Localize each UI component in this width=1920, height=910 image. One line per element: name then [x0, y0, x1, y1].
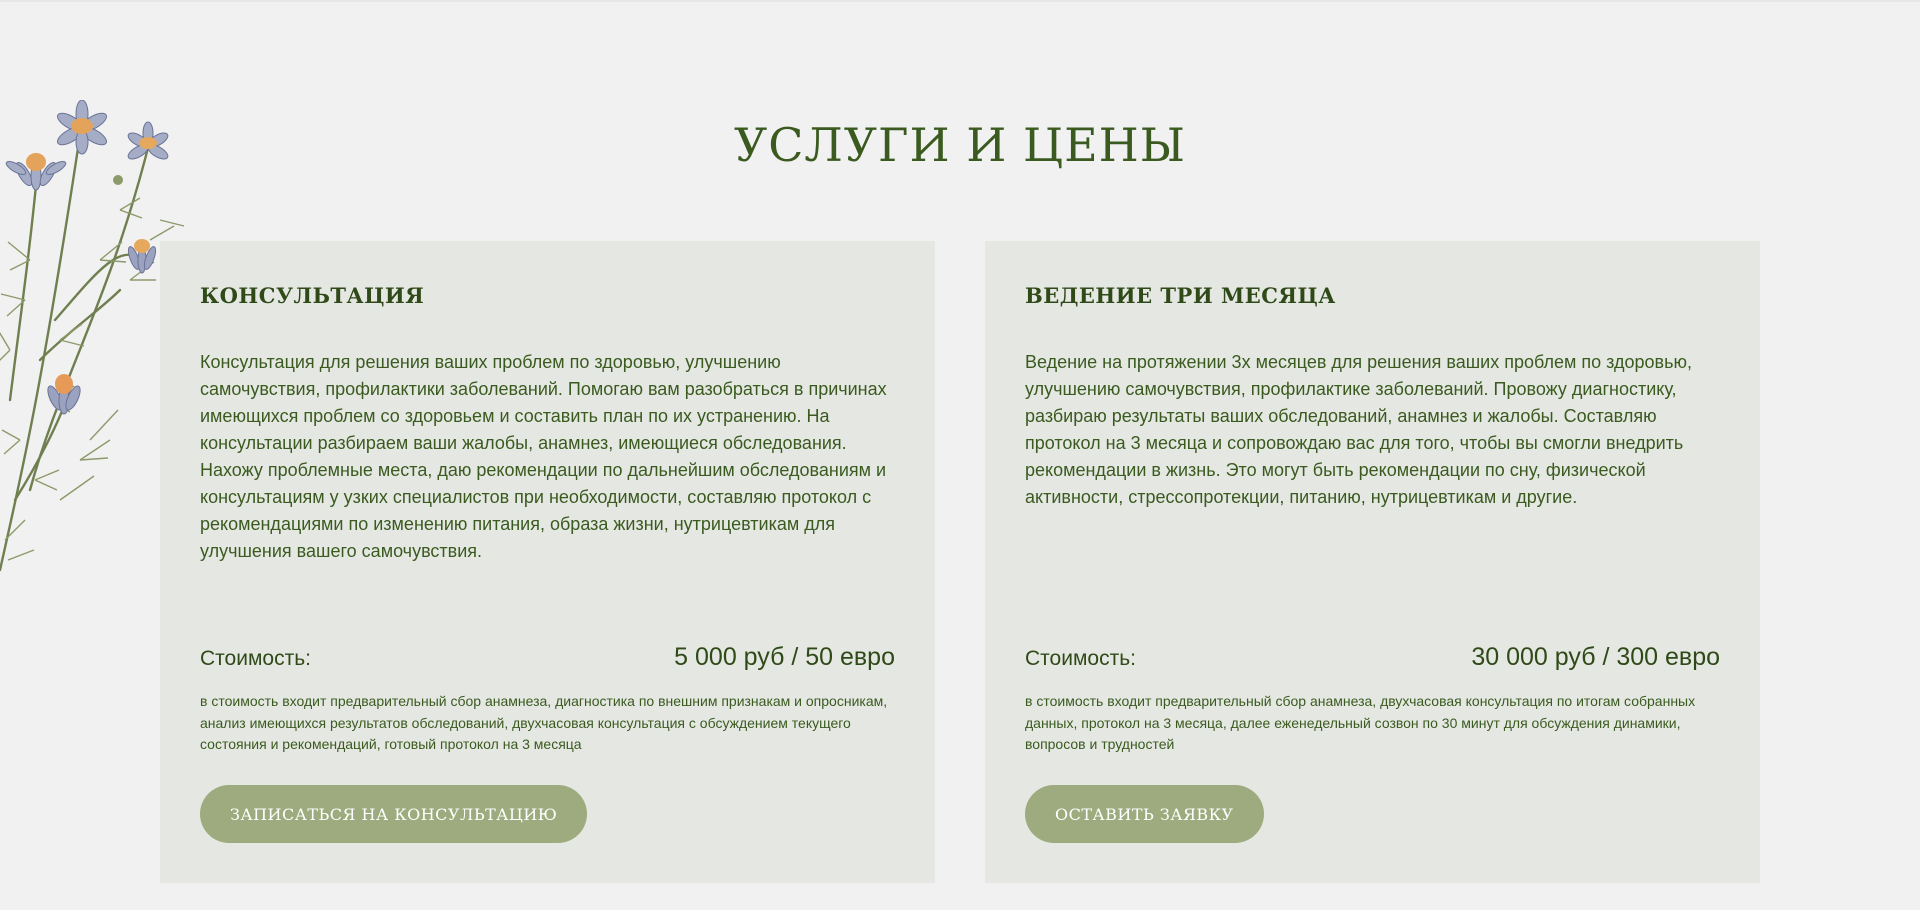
service-card-consultation — [160, 241, 935, 883]
card-title: КОНСУЛЬТАЦИЯ — [200, 283, 425, 308]
card-description: Ведение на протяжении 3х месяцев для решения ваших проблем по здоровью, улучшению самочувствия, профилактике заболеваний. Провожу диагностику, разбираю результаты ваших обследований, анамнез и жалобы. Составляю протокол на 3 месяца и сопровождаю вас для того, чтобы вы смогли внедрить рекомендации в жизнь. Это могут быть рекомендации по сну, физической активности, стрессопротекции, питанию, нутрицевтикам и другие. — [1025, 352, 1692, 507]
card-description: Консультация для решения ваших проблем по здоровью, улучшению самочувствия, профилактики заболеваний. Помогаю вам разобраться в причинах имеющихся проблем со здоровьем и составить план по их устранению. На консультации разбираем ваши жалобы, анамнез, имеющиеся обследования. Нахожу проблемные места, даю рекомендации по дальнейшим обследованиям и консультациям у узких специалистов при необходимости, составляю протокол с рекомендациями по изменению питания, образа жизни, нутрицевтикам для улучшения вашего самочувствия. — [200, 352, 887, 561]
price-value: 5 000 руб / 50 евро — [674, 643, 895, 671]
section-title: УСЛУГИ И ЦЕНЫ — [733, 118, 1187, 172]
price-value: 30 000 руб / 300 евро — [1471, 643, 1720, 671]
card-title: ВЕДЕНИЕ ТРИ МЕСЯЦА — [1025, 283, 1336, 308]
price-note: в стоимость входит предварительный сбор анамнеза, диагностика по внешним признакам и опросникам, анализ имеющихся результатов обследований, двухчасовая консультация с обсуждением текущего состояния и рекомендаций, готовый протокол на 3 месяца — [200, 693, 888, 752]
price-row — [1025, 643, 1720, 679]
top-divider — [0, 0, 1920, 2]
book-consultation-button[interactable]: ЗАПИСАТЬСЯ НА КОНСУЛЬТАЦИЮ — [200, 785, 587, 843]
price-row — [200, 643, 895, 679]
service-card-three-months — [985, 241, 1760, 883]
submit-request-button[interactable]: ОСТАВИТЬ ЗАЯВКУ — [1025, 785, 1264, 843]
price-label: Стоимость: — [1025, 647, 1136, 670]
price-note: в стоимость входит предварительный сбор анамнеза, двухчасовая консультация по итогам собранных данных, протокол на 3 месяца, далее еженедельный созвон по 30 минут для обсуждения динамики, вопросов и трудностей — [1025, 693, 1696, 752]
price-label: Стоимость: — [200, 647, 311, 670]
